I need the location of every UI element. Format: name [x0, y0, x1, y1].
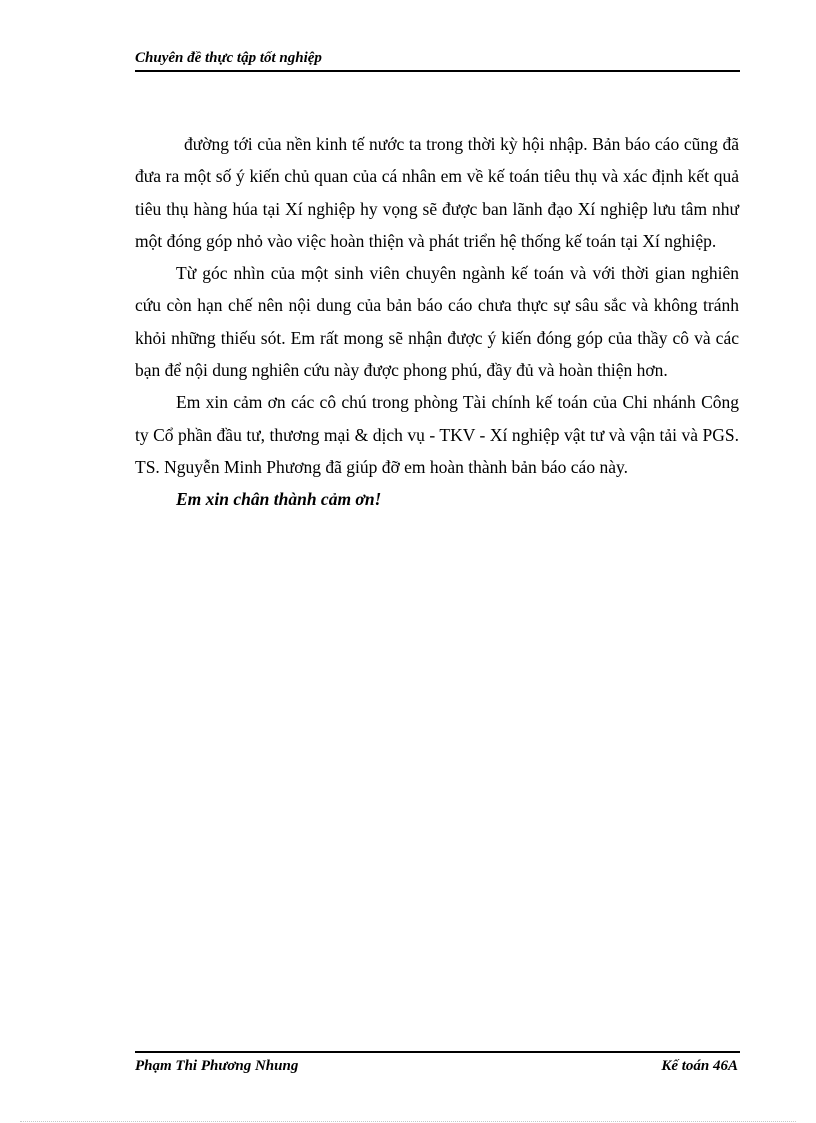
closing-thanks: Em xin chân thành cảm ơn!: [176, 489, 382, 510]
page-bottom-edge: [20, 1121, 796, 1122]
header-title: Chuyên đề thực tập tốt nghiệp: [135, 50, 322, 66]
paragraph-acknowledgement: Em xin cảm ơn các cô chú trong phòng Tài chính kế toán của Chi nhánh Công ty Cổ phần đầu tư, thương mại & dịch vụ - TKV - Xí nghiệp vật tư và vận tải và PGS. TS. Nguyễn Minh Phương đã giúp đỡ em hoàn thành bản báo cáo này.: [135, 392, 739, 477]
paragraph-continued: đường tới của nền kinh tế nước ta trong thời kỳ hội nhập. Bản báo cáo cũng đã đưa ra một số ý kiến chủ quan của cá nhân em về kế toán tiêu thụ và xác định kết quả tiêu thụ hàng húa tại Xí nghiệp hy vọng sẽ được ban lãnh đạo Xí nghiệp lưu tâm như một đóng góp nhỏ vào việc hoàn thiện và phát triển hệ thống kế toán tại Xí nghiệp.: [135, 134, 739, 251]
page-footer: [135, 1051, 740, 1079]
footer-author: Phạm Thi Phương Nhung: [135, 1058, 299, 1074]
paragraph-limitations: Từ góc nhìn của một sinh viên chuyên ngành kế toán và với thời gian nghiên cứu còn hạn chế nên nội dung của bản báo cáo chưa thực sự sâu sắc và không tránh khỏi những thiếu sót. Em rất mong sẽ nhận được ý kiến đóng góp của thầy cô và các bạn để nội dung nghiên cứu này được phong phú, đầy đủ và hoàn thiện hơn.: [135, 263, 739, 381]
document-body: [135, 128, 739, 516]
page-header: [135, 48, 740, 72]
footer-class: Kế toán 46A: [661, 1058, 738, 1074]
